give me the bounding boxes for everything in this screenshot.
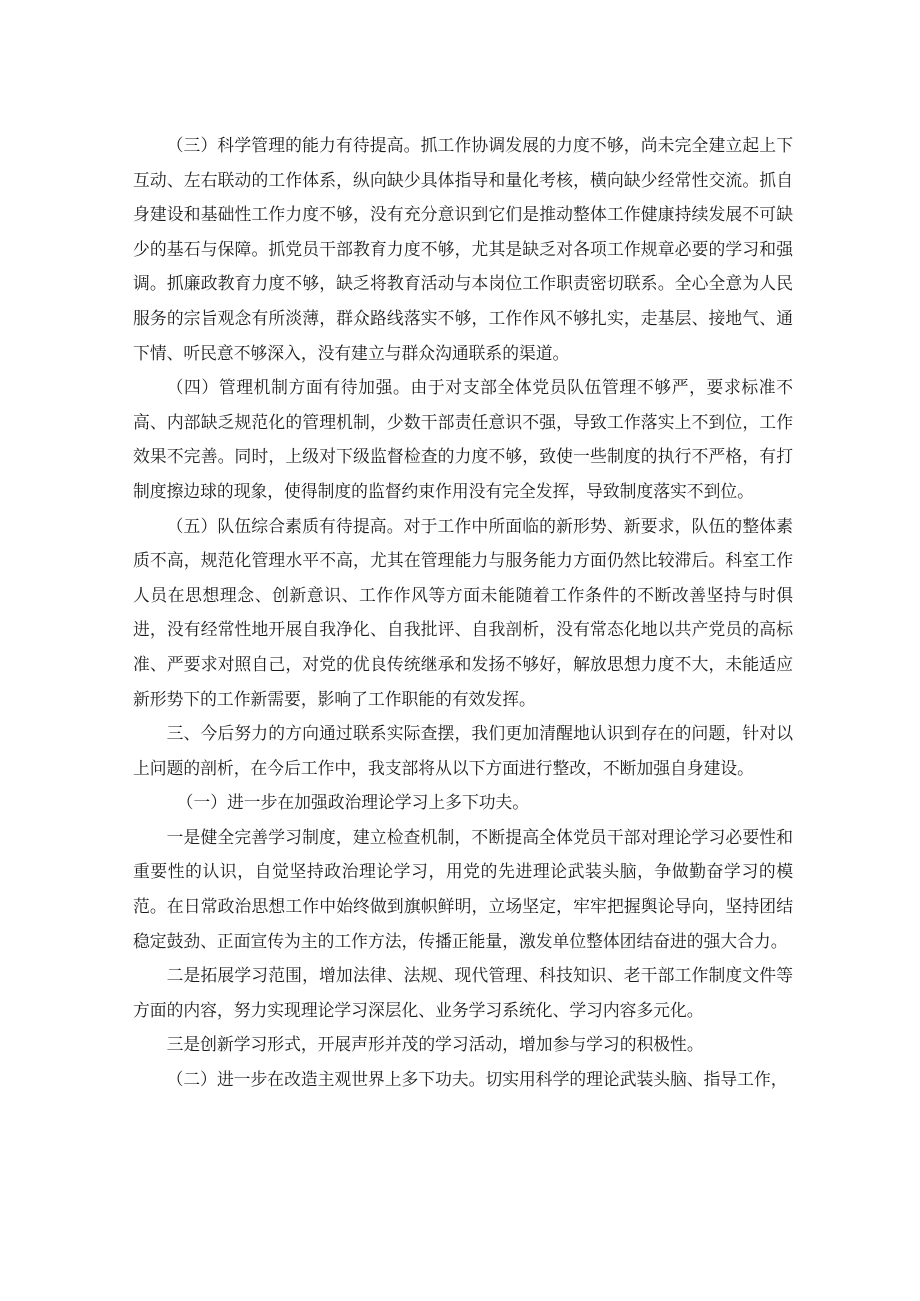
paragraph-study-scope: 二是拓展学习范围，增加法律、法规、现代管理、科技知识、老干部工作制度文件等方面的内容，努力实现理论学习深层化、业务学习系统化、学习内容多元化。 — [133, 965, 793, 1020]
paragraph-future-direction: 三、今后努力的方向通过联系实际查摆，我们更加清醒地认识到存在的问题，针对以上问题的剖析，在今后工作中，我支部将从以下方面进行整改，不断加强自身建设。 — [133, 723, 793, 778]
paragraph-scientific-management: （三）科学管理的能力有待提高。抓工作协调发展的力度不够，尚未完全建立起上下互动、左右联动的工作体系，纵向缺少具体指导和量化考核，横向缺少经常性交流。抓自身建设和基础性工作力度不够，没有充分意识到它们是推动整体工作健康持续发展不可缺少的基石与保障。抓党员干部教育力度不够，尤其是缺乏对各项工作规章必要的学习和强调。抓廉政教育力度不够，缺乏将教育活动与本岗位工作职责密切联系。全心全意为人民服务的宗旨观念有所淡薄，群众路线落实不够，工作作风不够扎实，走基层、接地气、通下情、听民意不够深入，没有建立与群众沟通联系的渠道。 — [133, 135, 793, 363]
paragraph-subjective-world: （二）进一步在改造主观世界上多下功夫。切实用科学的理论武装头脑、指导工作， — [166, 1069, 788, 1090]
paragraph-study-form: 三是创新学习形式，开展声形并茂的学习活动，增加参与学习的积极性。 — [166, 1034, 704, 1055]
paragraph-management-mechanism: （四）管理机制方面有待加强。由于对支部全体党员队伍管理不够严，要求标准不高、内部缺乏规范化的管理机制，少数干部责任意识不强，导致工作落实上不到位，工作效果不完善。同时，上级对下级监督检查的力度不够，致使一些制度的执行不严格，有打制度擦边球的现象，使得制度的监督约束作用没有完全发挥，导致制度落实不到位。 — [133, 377, 793, 501]
paragraph-study-system: 一是健全完善学习制度，建立检查机制，不断提高全体党员干部对理论学习必要性和重要性的认识，自觉坚持政治理论学习，用党的先进理论武装头脑，争做勤奋学习的模范。在日常政治思想工作中始终做到旗帜鲜明，立场坚定，牢牢把握舆论导向，坚持团结稳定鼓劲、正面宣传为主的工作方法，传播正能量，激发单位整体团结奋进的强大合力。 — [133, 826, 793, 951]
paragraph-political-theory-heading: （一）进一步在加强政治理论学习上多下功夫。 — [176, 792, 530, 813]
paragraph-team-quality: （五）队伍综合素质有待提高。对于工作中所面临的新形势、新要求，队伍的整体素质不高，规范化管理水平不高，尤其在管理能力与服务能力方面仍然比较滞后。科室工作人员在思想理念、创新意识、工作作风等方面未能随着工作条件的不断改善坚持与时俱进，没有经常性地开展自我净化、自我批评、自我剖析，没有常态化地以共产党员的高标准、严要求对照自己，对党的优良传统继承和发扬不够好，解放思想力度不大，未能适应新形势下的工作新需要，影响了工作职能的有效发挥。 — [133, 515, 793, 709]
document-body — [133, 128, 793, 1097]
